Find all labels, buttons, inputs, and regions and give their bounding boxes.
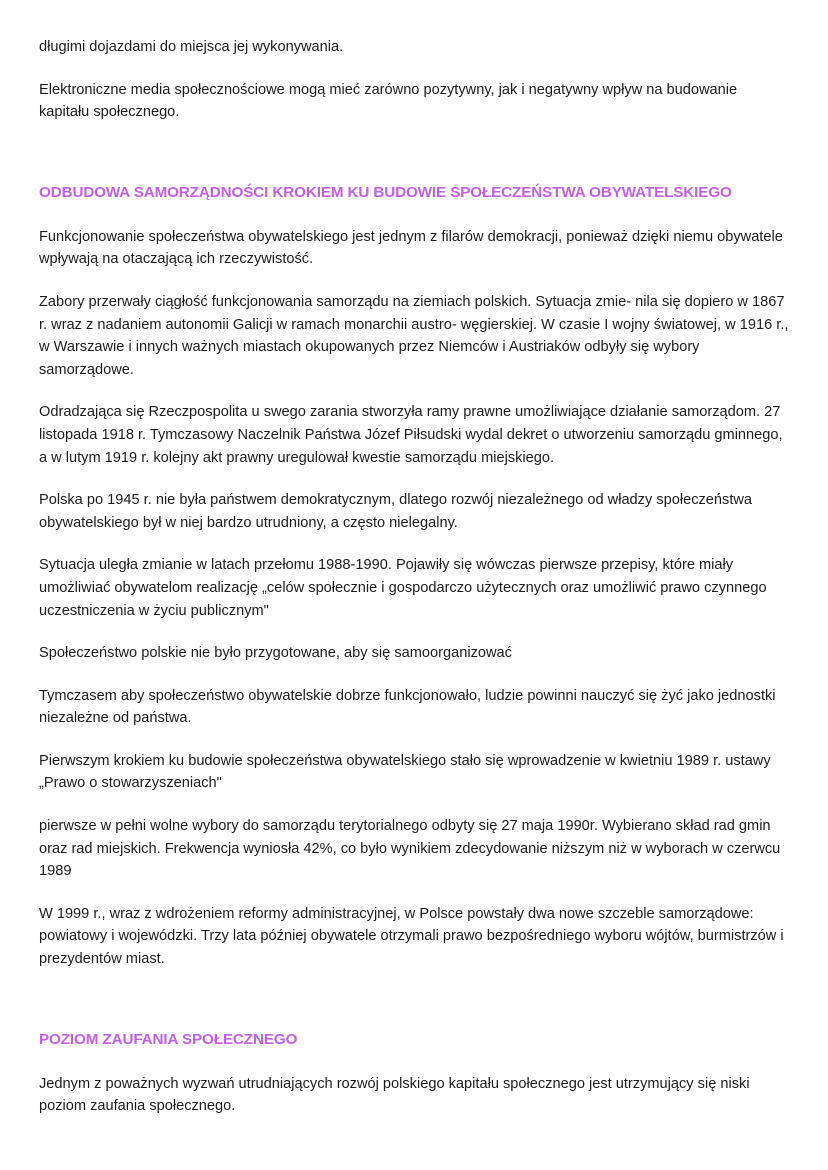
paragraph: Funkcjonowanie społeczeństwa obywatelskiego jest jednym z filarów demokracji, ponieważ dzięki niemu obywatele wpływają na otaczającą ich rzeczywistość. [39,228,783,268]
paragraph: Polska po 1945 r. nie była państwem demokratycznym, dlatego rozwój niezależnego od władzy społeczeństwa obywatelskiego był w niej bardzo utrudniony, a często nielegalny. [39,492,753,531]
section-body-zaufanie [39,1073,791,1118]
paragraph: Odradzająca się Rzeczpospolita u swego zarania stworzyła ramy prawne umożliwiające działanie samorządom. 27 listopada 1918 r. Tymczasowy Naczelnik Państwa Józef Piłsudski wydal dekret o utworzeniu samorządu gminnego, a w lutym 1919 r. kolejny akt prawny uregulował kwestie samorządu miejskiego. [39,404,783,466]
intro-paragraph-1: długimi dojazdami do miejsca jej wykonywania. [39,39,344,55]
section-body-samorzadnosc [39,226,791,971]
paragraph: W 1999 r., wraz z wdrożeniem reformy administracyjnej, w Polsce powstały dwa nowe szczeble samorządowe: powiatowy i wojewódzki. Trzy lata później obywatele otrzymali prawo bezpośredniego wyboru wójtów, burmistrzów i prezydentów miast. [39,905,784,968]
intro-paragraph-2: Elektroniczne media społecznościowe mogą mieć zarówno pozytywny, jak i negatywny wpływ na budowanie kapitału społecznego. [39,81,738,121]
paragraph: Jednym z poważnych wyzwań utrudniających rozwój polskiego kapitału społecznego jest utrzymujący się niski poziom zaufania społecznego. [39,1075,750,1115]
paragraph: Zabory przerwały ciągłość funkcjonowania samorządu na ziemiach polskich. Sytuacja zmie- nila się dopiero w 1867 r. wraz z nadaniem autonomii Galicji w ramach monarchii austro- węgierskiej. W czasie I wojny światowej, w 1916 r., w Warszawie i innych ważnych miastach okupowanych przez Niemców i Austriaków odbyły się wybory samorządowe. [39,293,789,378]
section-title-zaufanie: POZIOM ZAUFANIA SPOŁECZNEGO [39,1030,298,1048]
paragraph: pierwsze w pełni wolne wybory do samorządu terytorialnego odbyty się 27 maja 1990r. Wybierano skład rad gmin oraz rad miejskich. Frekwencja wyniosła 42%, co było wynikiem zdecydowanie niższym niż w wyborach w czerwcu 1989 [39,818,781,880]
paragraph: Sytuacja uległa zmianie w latach przełomu 1988-1990. Pojawiły się wówczas pierwsze przepisy, które miały umożliwiać obywatelom realizację „celów społecznie i gospodarczo użytecznych oraz umożliwić prawo czynnego uczestniczenia w życiu publicznym" [39,557,767,619]
paragraph: Pierwszym krokiem ku budowie społeczeństwa obywatelskiego stało się wprowadzenie w kwietniu 1989 r. ustawy „Prawo o stowarzyszeniach" [39,752,771,792]
section-title-samorzadnosc: ODBUDOWA SAMORZĄDNOŚCI KROKIEM KU BUDOWIE SPOŁECZEŃSTWA OBYWATELSKIEGO [39,183,732,201]
paragraph: Tymczasem aby społeczeństwo obywatelskie dobrze funkcjonowało, ludzie powinni nauczyć się żyć jako jednostki niezależne od państwa. [39,687,776,727]
document-page [39,36,791,1118]
paragraph: Społeczeństwo polskie nie było przygotowane, aby się samoorganizować [39,645,512,662]
